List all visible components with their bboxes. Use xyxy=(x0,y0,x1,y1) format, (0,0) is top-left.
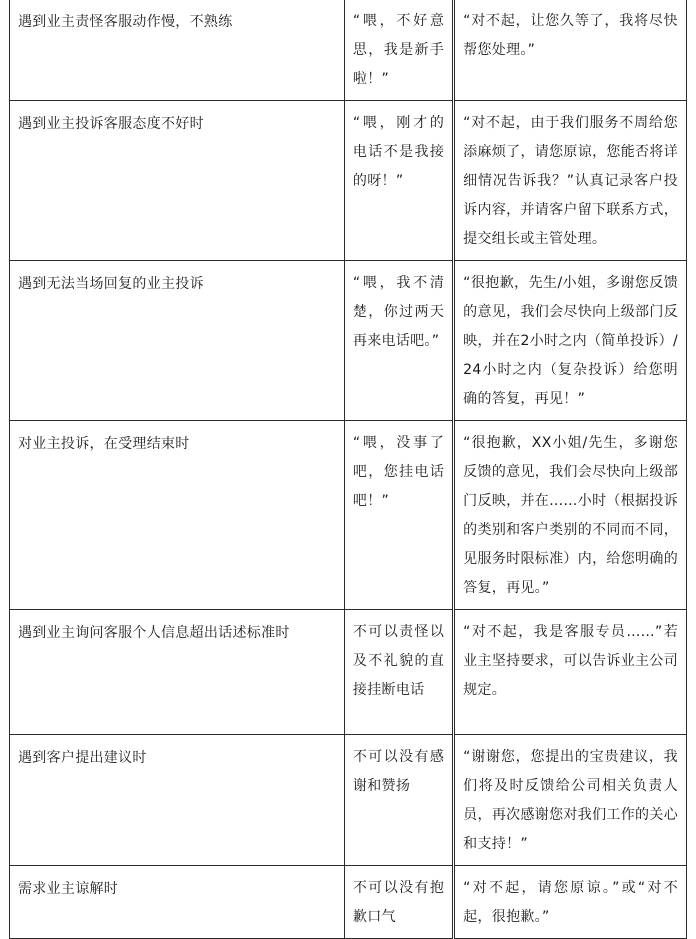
avoid-phrase-cell: “喂，我不清楚，你过两天再来电话吧。” xyxy=(344,261,453,421)
table-row xyxy=(10,866,687,939)
table-row xyxy=(10,101,687,261)
situation-cell: 遇到业主责怪客服动作慢，不熟练 xyxy=(10,0,345,101)
correct-phrase-cell: “很抱歉，先生/小姐，多谢您反馈的意见，我们会尽快向上级部门反映，并在2小时之内（简单投诉）/24小时之内（复杂投诉）给您明确的答复，再见！” xyxy=(454,261,687,421)
situation-cell: 遇到业主投诉客服态度不好时 xyxy=(10,101,345,261)
avoid-phrase-cell: 不可以没有抱歉口气 xyxy=(344,866,453,939)
service-script-table xyxy=(9,0,687,939)
situation-cell: 对业主投诉，在受理结束时 xyxy=(10,421,345,610)
avoid-phrase-cell: 不可以责怪以及不礼貌的直接挂断电话 xyxy=(344,610,453,735)
situation-cell: 需求业主谅解时 xyxy=(10,866,345,939)
table-row xyxy=(10,421,687,610)
table-row xyxy=(10,0,687,101)
avoid-phrase-cell: 不可以没有感谢和赞扬 xyxy=(344,735,453,866)
correct-phrase-cell: “对不起，我是客服专员……”若业主坚持要求，可以告诉业主公司规定。 xyxy=(454,610,687,735)
correct-phrase-cell: “谢谢您，您提出的宝贵建议，我们将及时反馈给公司相关负责人员，再次感谢您对我们工作的关心和支持！” xyxy=(454,735,687,866)
correct-phrase-cell: “对不起，让您久等了，我将尽快帮您处理。” xyxy=(454,0,687,101)
correct-phrase-cell: “很抱歉，XX小姐/先生，多谢您反馈的意见，我们会尽快向上级部门反映，并在……小时（根据投诉的类别和客户类别的不同而不同，见服务时限标准）内，给您明确的答复，再见。” xyxy=(454,421,687,610)
table-row xyxy=(10,261,687,421)
situation-cell: 遇到业主询问客服个人信息超出话述标准时 xyxy=(10,610,345,735)
correct-phrase-cell: “对不起，请您原谅。”或“对不起，很抱歉。” xyxy=(454,866,687,939)
avoid-phrase-cell: “喂，没事了吧，您挂电话吧！” xyxy=(344,421,453,610)
correct-phrase-cell: “对不起，由于我们服务不周给您添麻烦了，请您原谅，您能否将详细情况告诉我？”认真记录客户投诉内容，并请客户留下联系方式，提交组长或主管处理。 xyxy=(454,101,687,261)
avoid-phrase-cell: “喂，刚才的电话不是我接的呀！” xyxy=(344,101,453,261)
table-row xyxy=(10,610,687,735)
table-row xyxy=(10,735,687,866)
situation-cell: 遇到客户提出建议时 xyxy=(10,735,345,866)
avoid-phrase-cell: “喂，不好意思，我是新手啦！” xyxy=(344,0,453,101)
situation-cell: 遇到无法当场回复的业主投诉 xyxy=(10,261,345,421)
